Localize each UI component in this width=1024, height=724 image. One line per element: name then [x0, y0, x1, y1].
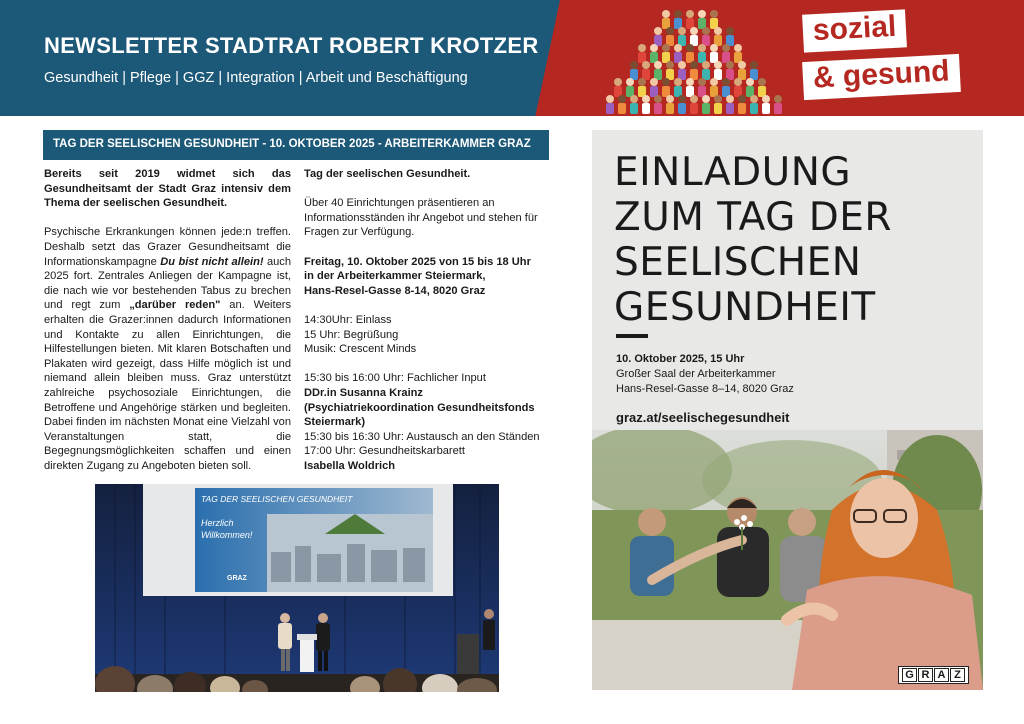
slide-logo: GRAZ	[227, 575, 247, 582]
column2-paragraph: Über 40 Einrichtungen präsentieren an Informationsständen ihr Angebot und stehen für Fragen zur Verfügung.	[304, 197, 538, 239]
crowd-person-body	[618, 103, 626, 114]
crowd-person-head	[750, 95, 758, 103]
event-details	[304, 255, 550, 299]
crowd-person-body	[762, 103, 770, 114]
crowd-person-head	[618, 95, 626, 103]
graz-logo-letter: G	[902, 668, 917, 682]
graz-logo-letter: Z	[950, 668, 965, 682]
crowd-person-head	[674, 78, 682, 86]
crowd-person-body	[630, 103, 638, 114]
crowd-person-head	[686, 78, 694, 86]
crowd-person-body	[678, 103, 686, 114]
crowd-person-head	[762, 95, 770, 103]
crowd-person-head	[690, 95, 698, 103]
crowd-person-head	[750, 61, 758, 69]
schedule-item: 15 Uhr: Begrüßung	[304, 328, 399, 341]
crowd-person-head	[690, 61, 698, 69]
crowd-person-head	[710, 44, 718, 52]
crowd-person-head	[630, 61, 638, 69]
crowd-person-body	[726, 103, 734, 114]
crowd-person-body	[606, 103, 614, 114]
crowd-person-head	[710, 78, 718, 86]
crowd-person-head	[726, 27, 734, 35]
crowd-person-head	[774, 95, 782, 103]
crowd-person-head	[734, 44, 742, 52]
crowd-person-head	[698, 44, 706, 52]
event-address: Hans-Resel-Gasse 8-14, 8020 Graz	[304, 284, 486, 297]
crowd-person-head	[650, 44, 658, 52]
poster-divider	[616, 334, 648, 338]
schedule-item: 17:00 Uhr: Gesundheitskarbarett	[304, 445, 465, 458]
crowd-person-body	[642, 103, 650, 114]
crowd-person-head	[678, 61, 686, 69]
article-intro: Bereits seit 2019 widmet sich das Gesundheitsamt der Stadt Graz intensiv dem Thema der seelischen Gesundheit.	[44, 168, 291, 210]
slide-greeting-1: Herzlich	[201, 518, 234, 528]
column2-heading: Tag der seelischen Gesundheit.	[304, 168, 471, 180]
crowd-person-head	[662, 78, 670, 86]
slide-title: TAG DER SEELISCHEN GESUNDHEIT	[201, 494, 353, 504]
crowd-person-head	[722, 44, 730, 52]
crowd-person-head	[726, 61, 734, 69]
crowd-person-head	[686, 10, 694, 18]
crowd-person-head	[714, 27, 722, 35]
text-span: auch 2025 fort. Zentrales Anliegen der Kampagne ist, die nach wie vor bestehenden Tabus zu brechen und regt zum	[44, 255, 292, 312]
crowd-person-head	[726, 95, 734, 103]
crowd-person-head	[666, 95, 674, 103]
schedule-speaker: DDr.in Susanna Krainz (Psychiatriekoordination Gesundheitsfonds Steiermark)	[304, 386, 535, 429]
poster-title-line: GESUNDHEIT	[614, 285, 876, 330]
newsletter-title: NEWSLETTER STADTRAT ROBERT KROTZER	[44, 33, 539, 58]
section-heading: TAG DER SEELISCHEN GESUNDHEIT - 10. OKTOBER 2025 - ARBEITERKAMMER GRAZ	[43, 130, 549, 160]
crowd-person-head	[666, 61, 674, 69]
crowd-person-head	[642, 95, 650, 103]
crowd-person-head	[614, 78, 622, 86]
crowd-person-head	[738, 61, 746, 69]
crowd-person-head	[674, 10, 682, 18]
crowd-person-body	[738, 103, 746, 114]
schedule-block-1	[304, 313, 550, 357]
crowd-person-head	[666, 27, 674, 35]
poster-title	[614, 150, 892, 330]
crowd-person-head	[758, 78, 766, 86]
crowd-person-head	[686, 44, 694, 52]
crowd-person-head	[690, 27, 698, 35]
campaign-name: Du bist nicht allein!	[160, 255, 264, 268]
crowd-person-body	[774, 103, 782, 114]
poster-title-line: SEELISCHEN	[614, 240, 862, 285]
crowd-person-head	[698, 10, 706, 18]
invitation-poster	[592, 130, 983, 690]
quote-phrase: „darüber reden"	[129, 299, 221, 312]
schedule-performer: Isabella Woldrich	[304, 459, 396, 472]
poster-photo	[592, 430, 983, 690]
schedule-item: 15:30 bis 16:30 Uhr: Austausch an den Ständen	[304, 430, 540, 443]
crowd-illustration	[596, 2, 786, 114]
crowd-person-head	[714, 95, 722, 103]
poster-date: 10. Oktober 2025, 15 Uhr	[616, 353, 745, 365]
crowd-person-body	[750, 103, 758, 114]
poster-event-info	[616, 352, 794, 397]
poster-url-link[interactable]: graz.at/seelischegesundheit	[616, 410, 790, 425]
crowd-person-head	[678, 95, 686, 103]
poster-address: Hans-Resel-Gasse 8–14, 8020 Graz	[616, 383, 794, 395]
schedule-item: 15:30 bis 16:00 Uhr: Fachlicher Input	[304, 372, 486, 385]
article-column-2	[304, 167, 550, 488]
slide-greeting-2: Willkommen!	[201, 530, 253, 540]
crowd-person-head	[650, 78, 658, 86]
crowd-person-body	[690, 103, 698, 114]
crowd-person-head	[722, 78, 730, 86]
crowd-person-head	[626, 78, 634, 86]
article-paragraph	[44, 225, 291, 473]
article-column-1	[44, 167, 291, 488]
crowd-person-head	[630, 95, 638, 103]
crowd-person-head	[738, 95, 746, 103]
text-span: an. Weiters erhalten die Grazer:innen dadurch Informationen und Kontakte zu allen Einrichtungen, die Hilfestellungen bieten. Mit klaren Botschaften und Plakaten wird gezeigt, dass Hilfe möglich ist und niemand allein bleiben muss. Graz unterstützt zahlreiche psychosoziale Einrichtungen, die Betroffene und Angehörige stärken und begleiten. Dabei finden im nächsten Monat eine Vielzahl von Veranstaltungen statt, die Begegnungsmöglichkeiten schaffen und einen direkten Zugang zu Angeboten bieten soll.	[44, 299, 291, 472]
poster-title-line: EINLADUNG	[614, 150, 852, 195]
crowd-person-head	[674, 44, 682, 52]
sozial-logo-line1: sozial	[802, 9, 907, 52]
text-span: Psychische Erkrankungen können jede:n treffen. Deshalb setzt das Grazer Gesundheitsamt die Informationskampagne	[44, 226, 291, 268]
crowd-person-head	[698, 78, 706, 86]
crowd-person-head	[654, 95, 662, 103]
crowd-person-body	[654, 103, 662, 114]
crowd-person-head	[702, 27, 710, 35]
event-photo	[95, 484, 499, 692]
graz-logo	[898, 666, 969, 684]
crowd-person-head	[702, 95, 710, 103]
crowd-person-head	[746, 78, 754, 86]
schedule-item: Musik: Crescent Minds	[304, 343, 417, 356]
crowd-person-head	[654, 61, 662, 69]
crowd-person-head	[662, 44, 670, 52]
crowd-person-head	[638, 44, 646, 52]
crowd-person-body	[666, 103, 674, 114]
crowd-person-head	[642, 61, 650, 69]
crowd-person-head	[638, 78, 646, 86]
crowd-person-body	[702, 103, 710, 114]
crowd-person-head	[710, 10, 718, 18]
schedule-block-2	[304, 371, 550, 473]
event-photo-scene	[95, 484, 499, 692]
schedule-item: 14:30Uhr: Einlass	[304, 313, 392, 326]
event-venue: in der Arbeiterkammer Steiermark,	[304, 270, 486, 283]
crowd-person-head	[714, 61, 722, 69]
newsletter-subtitle: Gesundheit | Pflege | GGZ | Integration | Arbeit und Beschäftigung	[44, 70, 468, 86]
crowd-person-head	[606, 95, 614, 103]
poster-venue: Großer Saal der Arbeiterkammer	[616, 368, 776, 380]
crowd-person-head	[678, 27, 686, 35]
graz-logo-letter: A	[934, 668, 949, 682]
poster-title-line: ZUM TAG DER	[614, 195, 892, 240]
sozial-logo-line2: & gesund	[802, 54, 960, 100]
crowd-person-head	[702, 61, 710, 69]
crowd-person-body	[714, 103, 722, 114]
crowd-person-head	[662, 10, 670, 18]
graz-logo-letter: R	[918, 668, 933, 682]
crowd-person-head	[654, 27, 662, 35]
event-date: Freitag, 10. Oktober 2025 von 15 bis 18 Uhr	[304, 255, 531, 268]
crowd-person-head	[734, 78, 742, 86]
